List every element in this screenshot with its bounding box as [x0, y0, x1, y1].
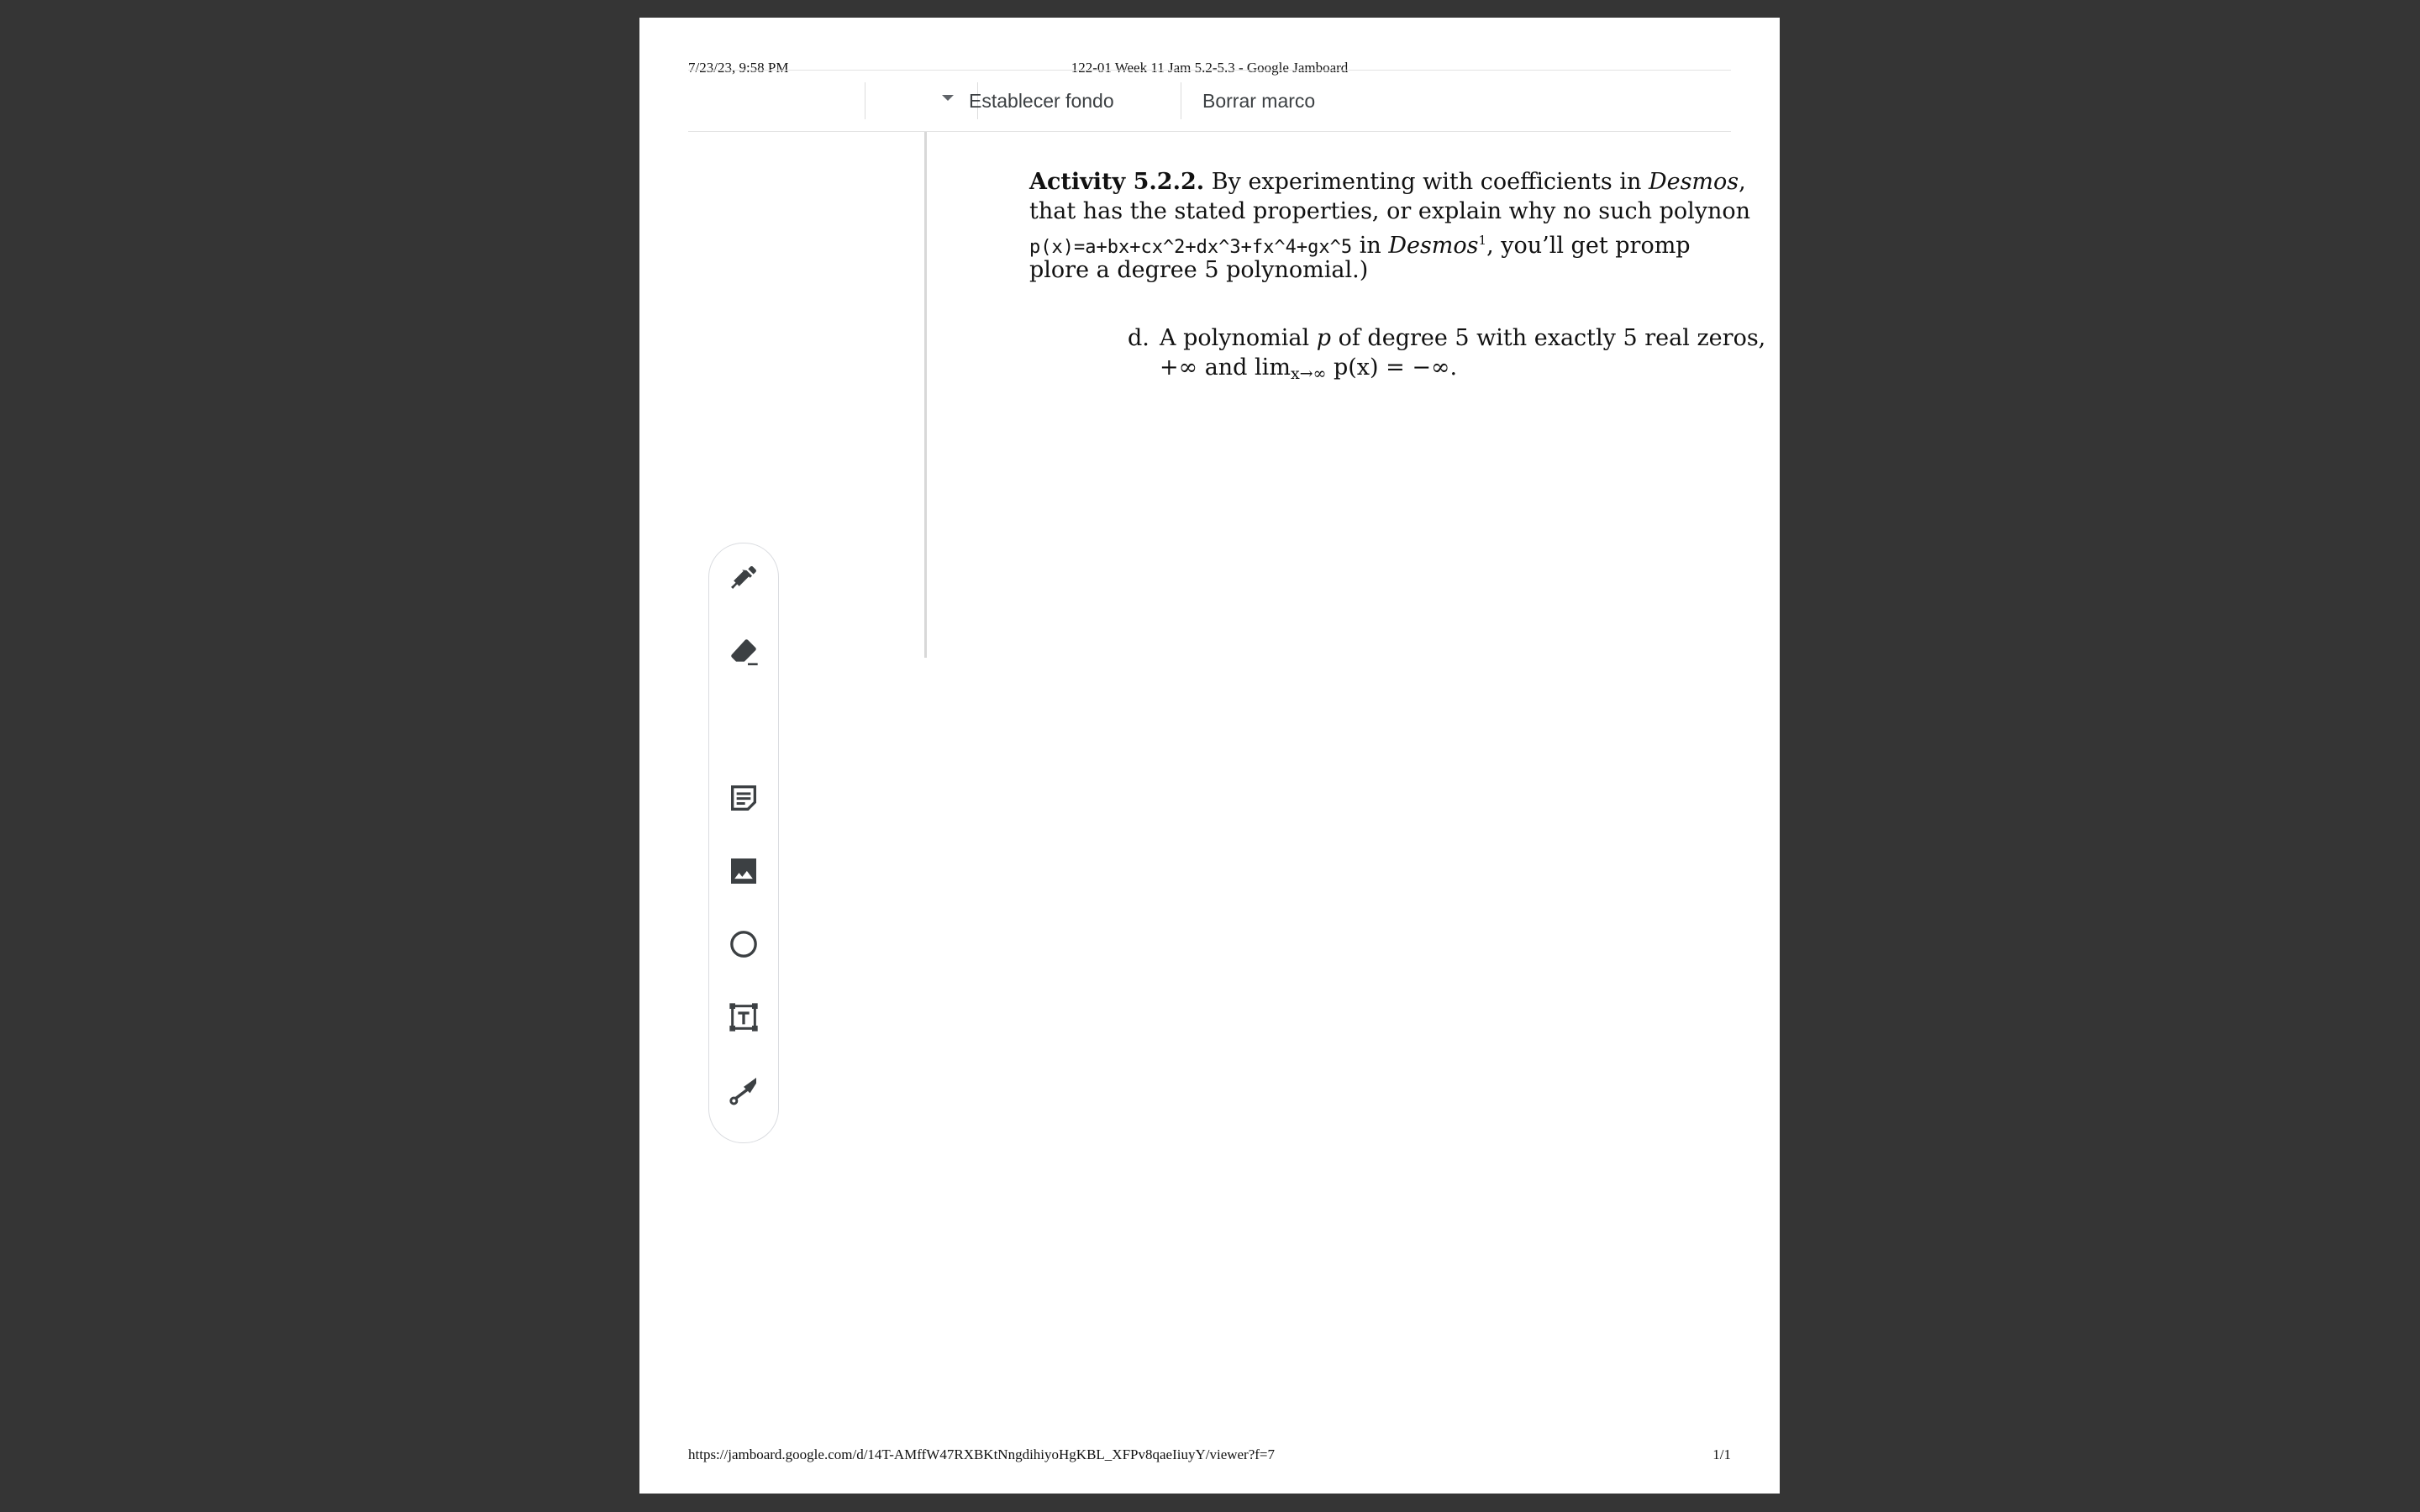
eraser-icon[interactable]	[727, 635, 760, 669]
activity-app-name: Desmos	[1648, 169, 1739, 195]
circle-icon[interactable]	[727, 927, 760, 961]
activity-line1: By experimenting with coefficients in	[1204, 169, 1649, 195]
activity-text	[1029, 167, 1751, 285]
activity-line3-mid: in	[1352, 233, 1389, 259]
item-d-line2-a: +∞ and lim	[1160, 354, 1291, 381]
item-d-variable: p	[1316, 325, 1332, 351]
polynomial-code: p(x)=a+bx+cx^2+dx^3+fx^4+gx^5	[1029, 237, 1353, 258]
print-title: 122-01 Week 11 Jam 5.2-5.3 - Google Jamboard	[1071, 60, 1349, 76]
activity-label: Activity 5.2.2.	[1029, 169, 1205, 195]
activity-line3-tail: , you’ll get promp	[1486, 233, 1691, 259]
set-background-button[interactable]: Establecer fondo	[969, 90, 1114, 112]
item-d-line1-b: of degree 5 with exactly 5 real zeros,	[1331, 325, 1766, 351]
printed-page	[639, 18, 1780, 1494]
item-marker: d.	[1128, 325, 1150, 351]
activity-line1-tail: ,	[1739, 169, 1746, 195]
sticky-note-icon[interactable]	[727, 781, 760, 815]
item-d-line1-a: A polynomial	[1160, 325, 1317, 351]
frame-edge	[924, 132, 927, 658]
item-d-line2-b: p(x) = −∞.	[1326, 354, 1458, 381]
activity-line4: plore a degree 5 polynomial.)	[1029, 257, 1369, 283]
print-url: https://jamboard.google.com/d/14T-AMffW47RXBKtNngdihiyoHgKBL_XFPv8qaeIiuyY/viewer?f=7	[688, 1446, 1276, 1462]
pen-icon[interactable]	[727, 562, 760, 596]
image-icon[interactable]	[727, 854, 760, 888]
print-date: 7/23/23, 9:58 PM	[688, 60, 789, 76]
dropdown-arrow-icon[interactable]	[942, 95, 954, 101]
tool-sidebar	[708, 543, 779, 1143]
footnote-marker: 1	[1478, 233, 1487, 248]
limit-subscript: x→∞	[1290, 365, 1327, 383]
activity-line2: that has the stated properties, or explain why no such polynon	[1029, 198, 1751, 224]
select-icon[interactable]	[727, 708, 760, 742]
text-box-icon[interactable]	[727, 1000, 760, 1034]
laser-icon[interactable]	[727, 1074, 760, 1107]
frame-toolbar	[688, 70, 1731, 132]
activity-app-name-2: Desmos	[1388, 233, 1479, 259]
print-footer	[688, 1446, 1731, 1467]
page-number: 1/1	[1712, 1446, 1731, 1462]
clear-frame-button[interactable]: Borrar marco	[1202, 90, 1316, 112]
